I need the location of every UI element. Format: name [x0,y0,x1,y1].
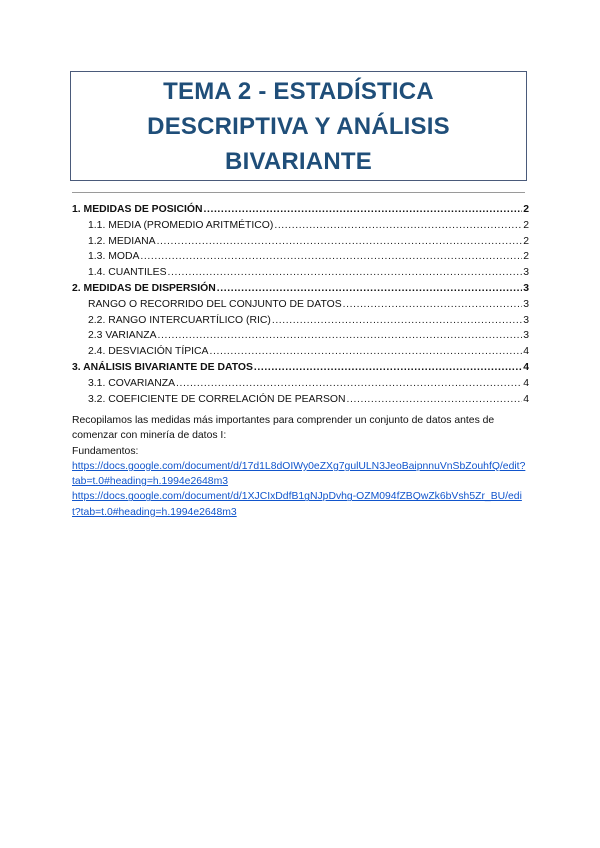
toc-entry-page: 4 [523,361,529,373]
toc-entry-page: 4 [523,393,529,405]
toc-entry-covarianza[interactable] [72,376,529,392]
toc-entry-desviacion-tipica[interactable] [72,344,529,360]
toc-entry-label: 1.2. MEDIANA [88,235,156,247]
toc-dot-leader [140,249,522,265]
toc-entry-label: 2. MEDIDAS DE DISPERSIÓN [72,282,216,294]
body-section [72,413,532,520]
toc-entry-page: 3 [523,298,529,310]
toc-entry-label: 2.4. DESVIACIÓN TÍPICA [88,346,209,358]
toc-entry-label: 3.2. COEFICIENTE DE CORRELACIÓN DE PEARSON [88,393,346,405]
toc-entry-page: 3 [523,314,529,326]
toc-entry-medidas-dispersion[interactable] [72,281,529,297]
toc-entry-medidas-posicion[interactable] [72,202,529,218]
toc-entry-rango-intercuartilico[interactable] [72,313,529,329]
toc-dot-leader [210,344,523,360]
fundamentos-link-2[interactable]: https://docs.google.com/document/d/1XJCIxDdfB1gNJpDvhg-OZM094fZBQwZk6bVsh5Zr_BU/edit?tab=t.0#heading=h.1994e2648m3 [72,491,522,518]
toc-dot-leader [158,328,523,344]
toc-entry-media[interactable] [72,218,529,234]
toc-entry-page: 2 [523,204,529,215]
toc-entry-label: 3. ANÁLISIS BIVARIANTE DE DATOS [72,361,253,373]
toc-dot-leader [217,281,522,297]
toc-entry-page: 2 [523,219,529,231]
toc-entry-varianza[interactable] [72,328,529,344]
document-title-line-1: TEMA 2 - ESTADÍSTICA [163,77,434,105]
toc-dot-leader [347,392,523,408]
toc-dot-leader [274,218,522,234]
toc-entry-label: 1.1. MEDIA (PROMEDIO ARITMÉTICO) [88,219,274,231]
toc-dot-leader [168,265,523,281]
document-title-line-2: DESCRIPTIVA Y ANÁLISIS [147,112,450,140]
toc-dot-leader [203,202,522,218]
title-divider [72,192,525,193]
toc-entry-moda[interactable] [72,249,529,265]
toc-entry-cuantiles[interactable] [72,265,529,281]
toc-entry-label: 2.3 VARIANZA [88,330,157,342]
toc-entry-label: 1.4. CUANTILES [88,267,167,279]
toc-entry-page: 4 [523,377,529,389]
toc-dot-leader [254,360,522,376]
toc-entry-label: 3.1. COVARIANZA [88,377,175,389]
fundamentos-link-1[interactable]: https://docs.google.com/document/d/17d1L8dOIWy0eZXg7gulULN3JeoBaipnnuVnSbZouhfQ/edit?tab=t.0#heading=h.1994e2648m3 [72,460,526,488]
toc-entry-page: 4 [523,346,529,358]
toc-dot-leader [157,234,523,250]
toc-entry-analisis-bivariante[interactable] [72,360,529,376]
table-of-contents [72,202,529,407]
document-title-line-3: BIVARIANTE [225,147,372,175]
toc-entry-rango-recorrido[interactable] [72,297,529,313]
toc-entry-label: RANGO O RECORRIDO DEL CONJUNTO DE DATOS [88,298,342,310]
toc-entry-page: 2 [523,235,529,247]
intro-paragraph: Recopilamos las medidas más importantes para comprender un conjunto de datos antes de comenzar con minería de datos I: [72,415,495,442]
toc-entry-page: 2 [523,251,529,263]
toc-dot-leader [176,376,522,392]
fundamentos-label: Fundamentos: [72,445,139,457]
toc-dot-leader [343,297,523,313]
toc-entry-label: 1. MEDIDAS DE POSICIÓN [72,204,203,215]
toc-dot-leader [272,313,522,329]
toc-entry-label: 1.3. MODA [88,251,140,263]
toc-entry-mediana[interactable] [72,234,529,250]
document-title-box [70,71,527,181]
toc-entry-page: 3 [523,282,529,294]
toc-entry-page: 3 [523,330,529,342]
toc-entry-label: 2.2. RANGO INTERCUARTÍLICO (RIC) [88,314,271,326]
toc-entry-pearson[interactable] [72,392,529,408]
toc-entry-page: 3 [523,267,529,279]
